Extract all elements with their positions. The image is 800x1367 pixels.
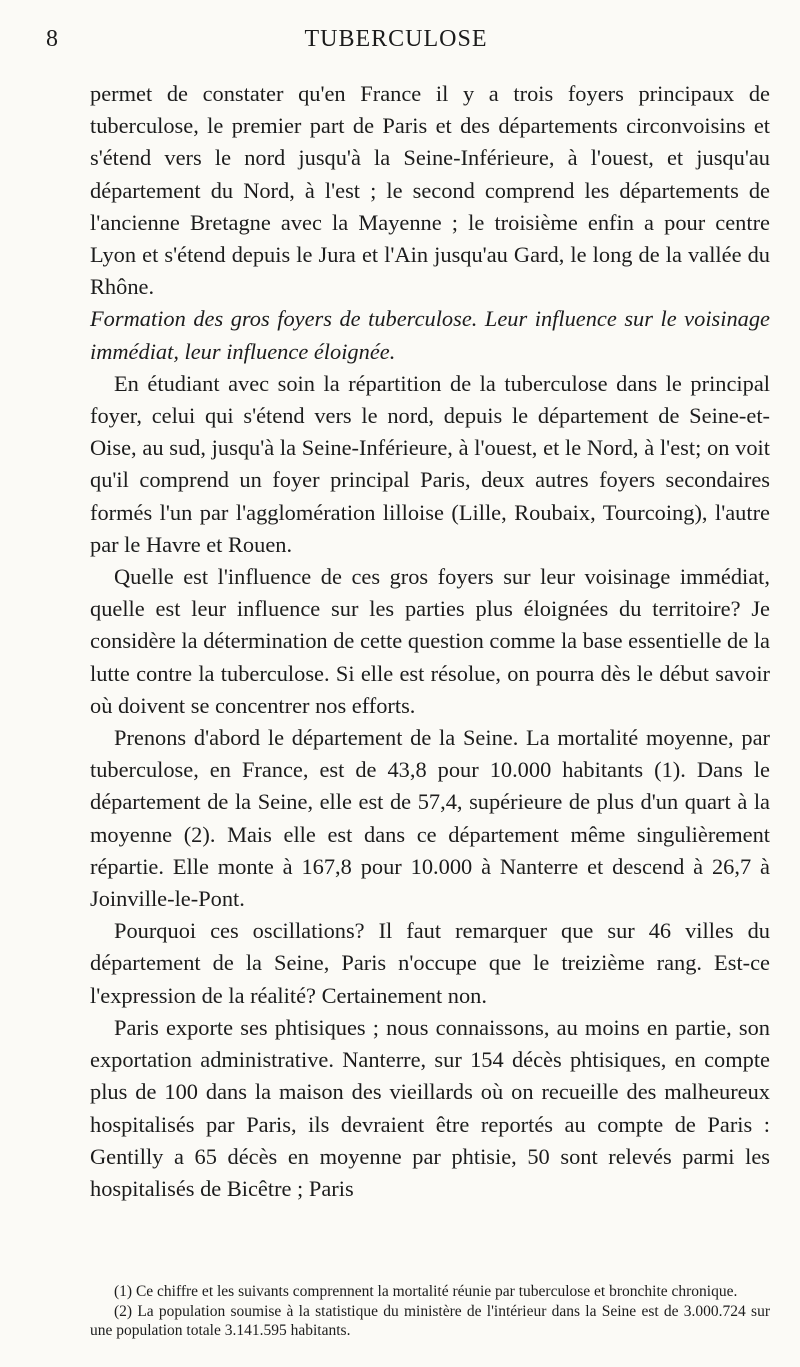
footnote-1: (1) Ce chiffre et les suivants comprennent la mortalité réunie par tuberculose et bronchite chronique. bbox=[114, 1283, 738, 1300]
body-text bbox=[90, 78, 770, 1205]
page-number: 8 bbox=[46, 26, 58, 52]
paragraph-4: Prenons d'abord le département de la Seine. La mortalité moyenne, par tuberculose, en France, est de 43,8 pour 10.000 habitants (1). Dans le département de la Seine, elle est de 57,4, supérieure de plus d'un quart à la moyenne (2). Mais elle est dans ce département même singulièrement répartie. Elle monte à 167,8 pour 10.000 à Nanterre et descend à 26,7 à Joinville-le-Pont. bbox=[90, 725, 770, 912]
paragraph-3: Quelle est l'influence de ces gros foyers sur leur voisinage immédiat, quelle est leur influence sur les parties plus éloignées du territoire? Je considère la détermination de cette question comme la base essentielle de la lutte contre la tuberculose. Si elle est résolue, on pourra dès le début savoir où doivent se concentrer nos efforts. bbox=[90, 564, 770, 718]
page-header bbox=[46, 26, 746, 56]
paragraph-5: Pourquoi ces oscillations? Il faut remarquer que sur 46 villes du département de la Seine, Paris n'occupe que le treizième rang. Est-ce l'expression de la réalité? Certainement non. bbox=[90, 918, 770, 1008]
paragraph-6: Paris exporte ses phtisiques ; nous connaissons, au moins en partie, son exportation administrative. Nanterre, sur 154 décès phtisiques, en compte plus de 100 dans la maison des vieillards où on recueille des malheureux hospitalisés par Paris, ils devraient être reportés au compte de Paris : Gentilly a 65 décès en moyenne par phtisie, 50 sont relevés parmi les hospitalisés de Bicêtre ; Paris bbox=[90, 1014, 770, 1201]
footnote-2: (2) La population soumise à la statistique du ministère de l'intérieur dans la Seine est de 3.000.724 sur une population totale 3.141.595 habitants. bbox=[90, 1302, 770, 1339]
footnotes bbox=[90, 1282, 770, 1341]
section-heading: Formation des gros foyers de tuberculose. Leur influence sur le voisinage immédiat, leur influence éloignée. bbox=[90, 306, 770, 364]
paragraph-2: En étudiant avec soin la répartition de la tuberculose dans le principal foyer, celui qui s'étend vers le nord, depuis le département de Seine-et-Oise, au sud, jusqu'à la Seine-Inférieure, à l'ouest, et le Nord, à l'est; on voit qu'il comprend un foyer principal Paris, deux autres foyers secondaires formés l'un par l'agglomération lilloise (Lille, Roubaix, Tourcoing), l'autre par le Havre et Rouen. bbox=[90, 370, 770, 557]
paragraph-1: permet de constater qu'en France il y a trois foyers principaux de tuberculose, le premier part de Paris et des départements circonvoisins et s'étend vers le nord jusqu'à la Seine-Inférieure, à l'ouest, et jusqu'au département du Nord, à l'est ; le second comprend les départements de l'ancienne Bretagne avec la Mayenne ; le troisième enfin a pour centre Lyon et s'étend depuis le Jura et l'Ain jusqu'au Gard, le long de la vallée du Rhône. bbox=[90, 81, 770, 300]
running-title: TUBERCULOSE bbox=[304, 26, 488, 52]
